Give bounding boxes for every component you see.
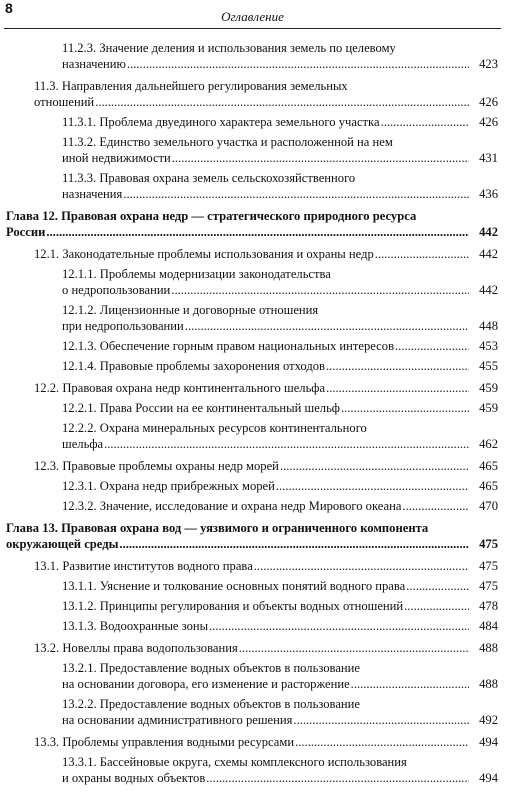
toc-page-number: 423 — [479, 57, 498, 71]
toc-page-number: 494 — [479, 771, 498, 785]
toc-entry-text: 12.3.2. Значение, исследование и охрана недр Мирового океана — [62, 499, 402, 513]
toc-entry-text: окружающей среды — [6, 537, 119, 551]
toc-subsection — [0, 400, 505, 416]
toc-page-number: 442 — [479, 283, 498, 297]
toc-entry-title — [62, 598, 469, 614]
toc-subsection — [0, 420, 505, 452]
toc-page-number: 488 — [479, 641, 498, 655]
toc-page-number: 478 — [479, 599, 498, 613]
toc-entry-text: назначению — [62, 57, 126, 71]
toc-entry-text: 13.2. Новеллы права водопользования — [34, 641, 238, 655]
toc-entry-title — [62, 400, 469, 416]
page-number: 8 — [5, 0, 13, 16]
toc-page-number: 436 — [479, 187, 498, 201]
toc-entry-text: 12.1.1. Проблемы модернизации законодательства — [62, 267, 331, 281]
toc-entry-text: Глава 13. Правовая охрана вод — уязвимого и ограниченного компонента — [6, 521, 429, 535]
toc-entry-text: на основании административного решения — [62, 713, 293, 727]
toc-entry-title — [62, 498, 469, 514]
toc-page-number: 431 — [479, 151, 498, 165]
toc-entry-text: 12.3. Правовые проблемы охраны недр морей — [34, 459, 279, 473]
toc-entry-text: 12.1.3. Обеспечение горным правом национальных интересов — [62, 339, 395, 353]
toc-entry-title — [62, 134, 469, 166]
toc-entry-text: назначения — [62, 187, 123, 201]
toc-page-number: 442 — [479, 225, 498, 239]
toc-page-number: 459 — [479, 401, 498, 415]
toc-page-number: 453 — [479, 339, 498, 353]
toc-entry-title — [34, 78, 469, 110]
toc-entry-text: отношений — [34, 95, 95, 109]
toc-entry-text: иной недвижимости — [62, 151, 171, 165]
toc-entry-title — [34, 640, 469, 656]
toc-section — [0, 734, 505, 750]
toc-entry-text: 13.3.1. Бассейновые округа, схемы комплексного использования — [62, 755, 407, 769]
toc-entry-title — [62, 170, 469, 202]
toc-subsection — [0, 302, 505, 334]
toc-page-number: 426 — [479, 95, 498, 109]
toc-subsection — [0, 696, 505, 728]
toc-entry-text: 11.3.3. Правовая охрана земель сельскохозяйственного — [62, 171, 356, 185]
toc-entry-text: 12.2.2. Охрана минеральных ресурсов континентального — [62, 421, 367, 435]
toc-page-number: 455 — [479, 359, 498, 373]
toc-page-number: 448 — [479, 319, 498, 333]
toc-entry-title — [62, 696, 469, 728]
toc-entry-text: шельфа — [62, 437, 104, 451]
toc-subsection — [0, 498, 505, 514]
toc-entry-text: 11.3.1. Проблема двуединого характера земельного участка — [62, 115, 380, 129]
toc-entry-title — [62, 420, 469, 452]
toc-entry-text: 11.3.2. Единство земельного участка и расположенной на нем — [62, 135, 393, 149]
toc-page-number: 475 — [479, 559, 498, 573]
toc-section — [0, 246, 505, 262]
toc-entry-text: 12.3.1. Охрана недр прибрежных морей — [62, 479, 275, 493]
toc-section — [0, 640, 505, 656]
toc-entry-title — [62, 478, 469, 494]
toc-entry-title — [6, 520, 469, 552]
toc-entry-title — [6, 208, 469, 240]
toc-subsection — [0, 40, 505, 72]
toc-subsection — [0, 478, 505, 494]
toc-page-number: 470 — [479, 499, 498, 513]
toc-entry-title — [62, 302, 469, 334]
toc-entry-text: 13.2.2. Предоставление водных объектов в пользование — [62, 697, 360, 711]
toc-subsection — [0, 618, 505, 634]
toc-subsection — [0, 134, 505, 166]
toc-chapter — [0, 208, 505, 240]
toc-section — [0, 558, 505, 574]
toc-chapter — [0, 520, 505, 552]
toc-entry-text: при недропользовании — [62, 319, 184, 333]
toc-subsection — [0, 114, 505, 130]
toc-subsection — [0, 358, 505, 374]
toc-subsection — [0, 338, 505, 354]
toc-entry-text: 12.2.1. Права России на ее континентальный шельф — [62, 401, 340, 415]
table-of-contents — [0, 40, 505, 786]
toc-entry-text: 12.1. Законодательные проблемы использования и охраны недр — [34, 247, 374, 261]
toc-subsection — [0, 598, 505, 614]
toc-entry-title — [62, 114, 469, 130]
toc-entry-title — [34, 246, 469, 262]
toc-entry-text: 13.1.1. Уяснение и толкование основных понятий водного права — [62, 579, 406, 593]
toc-entry-text: 11.3. Направления дальнейшего регулирования земельных — [34, 79, 348, 93]
toc-entry-text: 13.1.2. Принципы регулирования и объекты водных отношений — [62, 599, 404, 613]
toc-entry-text: 13.1. Развитие институтов водного права — [34, 559, 253, 573]
toc-subsection — [0, 578, 505, 594]
toc-entry-text: 12.2. Правовая охрана недр континентального шельфа — [34, 381, 326, 395]
header-rule — [4, 28, 501, 29]
toc-section — [0, 78, 505, 110]
toc-subsection — [0, 266, 505, 298]
toc-subsection — [0, 170, 505, 202]
toc-entry-text: 12.1.4. Правовые проблемы захоронения отходов — [62, 359, 326, 373]
toc-entry-text: на основании договора, его изменение и расторжение — [62, 677, 350, 691]
toc-entry-title — [62, 754, 469, 786]
toc-page-number: 488 — [479, 677, 498, 691]
toc-section — [0, 380, 505, 396]
toc-page-number: 475 — [479, 537, 498, 551]
toc-subsection — [0, 754, 505, 786]
toc-page-number: 462 — [479, 437, 498, 451]
toc-page-number: 426 — [479, 115, 498, 129]
toc-page-number: 492 — [479, 713, 498, 727]
toc-entry-text: 13.3. Проблемы управления водными ресурсами — [34, 735, 295, 749]
toc-page-number: 465 — [479, 459, 498, 473]
toc-page-number: 484 — [479, 619, 498, 633]
toc-entry-title — [34, 380, 469, 396]
toc-entry-text: 13.1.3. Водоохранные зоны — [62, 619, 209, 633]
toc-entry-text: 12.1.2. Лицензионные и договорные отношения — [62, 303, 319, 317]
toc-entry-text: 13.2.1. Предоставление водных объектов в пользование — [62, 661, 360, 675]
running-head: Оглавление — [221, 9, 284, 24]
toc-entry-text: Глава 12. Правовая охрана недр — стратегического природного ресурса — [6, 209, 417, 223]
toc-entry-title — [62, 40, 469, 72]
toc-section — [0, 458, 505, 474]
toc-entry-text: 11.2.3. Значение деления и использования земель по целевому — [62, 41, 396, 55]
toc-entry-title — [34, 458, 469, 474]
toc-entry-text: и охраны водных объектов — [62, 771, 206, 785]
toc-entry-title — [62, 358, 469, 374]
toc-entry-text: России — [6, 225, 46, 239]
toc-entry-title — [62, 660, 469, 692]
toc-entry-title — [62, 618, 469, 634]
toc-entry-title — [34, 734, 469, 750]
toc-page-number: 475 — [479, 579, 498, 593]
toc-subsection — [0, 660, 505, 692]
toc-page-number: 442 — [479, 247, 498, 261]
toc-entry-title — [62, 578, 469, 594]
toc-entry-title — [34, 558, 469, 574]
toc-page-number: 459 — [479, 381, 498, 395]
toc-entry-title — [62, 338, 469, 354]
toc-page-number: 465 — [479, 479, 498, 493]
toc-entry-title — [62, 266, 469, 298]
toc-entry-text: о недропользовании — [62, 283, 171, 297]
toc-page-number: 494 — [479, 735, 498, 749]
